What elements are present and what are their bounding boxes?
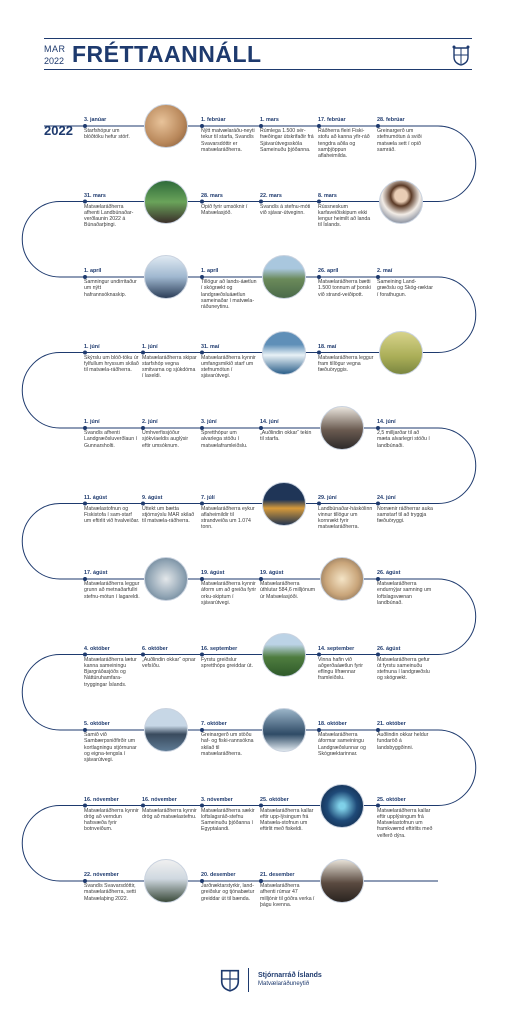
entry-date: 4. október — [84, 645, 110, 652]
entry-date: 25. október — [260, 796, 289, 803]
award-photo — [144, 180, 188, 224]
entry-description: Matvælaráðherra skipar starfshóp vegna smitvarna og sjúkdóma í laxeldi. — [142, 354, 197, 380]
entry-description: Nýtt matvælaráðu-neyti tekur til starfa, Svandís Svavarsdóttir er matvælaráðherra. — [201, 128, 255, 153]
timeline-entry — [318, 268, 374, 298]
timeline-entry — [201, 344, 257, 380]
fish-photo — [144, 557, 188, 601]
entry-description: Matvælaráðherra gefur út fyrstu sameinuðu stefnuna í landgræðslu og skógrækt. — [377, 656, 430, 682]
entry-description: Vinna hafin við aðgerðaáætlun fyrir eflingu lífrænnar framleiðslu. — [318, 656, 363, 682]
entry-description: Matvælaráðherra afhenti rúmar 47 milljónir til góðra verka í þágu kvenna. — [260, 883, 315, 908]
entry-description: Matvælaráðherra leggur grunn að metnaðarfullri stefnu-mótun í lagareldi. — [84, 581, 140, 600]
entry-date: 1. júní — [84, 419, 100, 425]
entry-date: 16. nóvember — [142, 796, 177, 803]
timeline-entry — [201, 797, 257, 833]
timeline-entry — [84, 646, 140, 688]
entry-description: Ráðherra fleiri Fiski-stofu að kanna yfir-ráð tengdra aðila og samþjöppun aflaheimilda. — [318, 128, 370, 160]
entry-date: 14. júní — [377, 419, 396, 425]
entry-description: Matvælaráðherra kynnir drög að verndun hafsvæða fyrir botnveiðum. — [84, 807, 139, 833]
entry-date: 16. september — [201, 645, 238, 652]
group-photo — [320, 406, 364, 450]
entry-description: Matvælaráðherra kallar eftir upp-lýsingum frá Matvæla-stofnun um eftirlit með fiskeldi. — [260, 807, 314, 833]
entry-description: Samningur undirritaður um nýtt hafrannsóknaskip. — [84, 279, 137, 298]
entry-description: Matvælaráðherra kynnir áform um að greiða fyrir orku-skiptum í sjávarútvegi. — [201, 581, 257, 606]
harbor-photo — [262, 482, 306, 526]
entry-date: 18. maí — [318, 343, 337, 350]
timeline-entry — [260, 872, 316, 908]
entry-description: Fyrstu greiðslur spretthóps greiddar út. — [201, 656, 253, 669]
entry-description: Skýrslu um blóð-töku úr fylfullum hryssum skilað til matvæla-ráðherra. — [84, 354, 139, 374]
entry-description: „Auðlindin okkar“ tekin til starfa. — [260, 430, 312, 443]
entry-description: Landbúnaðar-háskólinn vinnur tillögur um kornrækt fyrir matvælaráðherra. — [318, 505, 373, 531]
entry-date: 1. febrúar — [201, 117, 226, 123]
entry-description: Rússneskum karfaveiðiskipum ekki lengur heimilt að landa til Íslands. — [318, 203, 371, 229]
timeline-entry — [201, 117, 257, 153]
entry-date: 31. mars — [84, 192, 106, 199]
entry-description: Jarðræktarstyrkir, land-greiðslur og tjónabætur greiddar út til bænda. — [201, 883, 255, 902]
entry-description: Sameining Land-græðslu og Skóg-ræktar í forathugun. — [377, 279, 433, 298]
timeline-entry — [377, 721, 433, 751]
timeline-entry — [142, 419, 198, 449]
ship-photo — [144, 708, 188, 752]
entry-date: 26. ágúst — [377, 570, 401, 576]
timeline-entry — [377, 268, 433, 298]
entry-description: Matvælaráðherra kallar eftir upplýsingum frá Matvælastofnun um framkvæmd eftirlits með velferð dýra. — [377, 807, 433, 839]
sensor-photo — [320, 784, 364, 828]
timeline-entry — [142, 646, 198, 670]
hair-photo — [144, 104, 188, 148]
entry-description: Matvælaráðherra afhenti Landbúnaðar-verðlaunin 2022 á Búnaðarþingi. — [84, 203, 134, 229]
timeline-entry — [260, 797, 316, 833]
entry-date: 28. mars — [201, 192, 223, 199]
wave-photo — [262, 331, 306, 375]
timeline-entry — [377, 797, 433, 839]
timeline-entry — [84, 495, 140, 525]
entry-date: 17. ágúst — [84, 570, 108, 576]
ceremony-photo — [320, 859, 364, 903]
timeline-entry — [201, 193, 257, 217]
signing-photo — [144, 255, 188, 299]
entry-description: Auðlindin okkar heldur fundaröð á landsbyggðinni. — [377, 732, 429, 751]
entry-description: Matvælaráðherra bætti 1.500 tonnum af þorski við strand-veiðipott. — [318, 279, 371, 298]
entry-date: 17. febrúar — [318, 117, 346, 123]
entry-description: Svandís afhenti Landgræðsluverðlaun í Gunnarsholti. — [84, 430, 138, 449]
timeline-entry — [318, 646, 374, 682]
entry-description: Matvælaráðherra kynnir umfangsmikið starf um stefnumótun í sjávarútvegi. — [201, 354, 256, 380]
footer-org-name: Stjórnarráð Íslands — [258, 972, 322, 979]
timeline-entry — [84, 797, 140, 833]
entry-date: 5. október — [84, 721, 110, 727]
timeline-entry — [142, 495, 198, 525]
timeline-entry — [84, 872, 140, 902]
timeline-entry — [377, 646, 433, 682]
header-month: MAR — [44, 44, 66, 54]
speaker-photo — [144, 859, 188, 903]
timeline-entry — [84, 193, 140, 229]
entry-description: Umhverfissjóður sjókvíaeldis auglýsir eftir umsóknum. — [142, 430, 189, 449]
entry-date: 19. ágúst — [260, 570, 284, 576]
entry-description: Matvælaráðherra endurnýjar samning um loftslagsvænan landbúnað. — [377, 581, 432, 606]
entry-date: 20. desember — [201, 872, 236, 878]
timeline-entry — [201, 268, 257, 310]
entry-date: 19. ágúst — [201, 570, 225, 576]
entry-date: 1. júní — [142, 343, 158, 350]
portrait-photo — [379, 180, 423, 224]
entry-date: 6. október — [142, 645, 168, 652]
timeline-entry — [260, 419, 316, 443]
page-footer — [0, 950, 517, 1024]
footer-separator — [248, 968, 249, 992]
timeline-entry — [318, 193, 374, 229]
timeline-entry — [318, 495, 374, 531]
entry-date: 1. mars — [260, 117, 279, 123]
timeline-entry — [318, 344, 374, 374]
entry-description: Matvælastofnun og Fiskistofa í sam-starf um eftirlit við hvalveiðar. — [84, 505, 140, 525]
entry-date: 14. júní — [260, 419, 279, 425]
entry-date: 22. nóvember — [84, 872, 119, 878]
entry-description: Rúmlega 1.500 sér-fræðingar útskrifaðir frá Sjávarútvegsskóla Sameinuðu þjóðanna. — [260, 128, 314, 153]
entry-description: Greinargerð um stöðu haf- og fiski-rannsókna skilað til matvælaráðherra. — [201, 732, 254, 757]
entry-description: Matvælaráðherra sækir loftslagsráð-stefnu Sameinuðu þjóðanna í Egyptalandi. — [201, 807, 255, 833]
entry-date: 16. nóvember — [84, 796, 119, 803]
entry-date: 21. október — [377, 721, 406, 727]
timeline-entry — [377, 570, 433, 606]
entry-description: Starfshópur um blóðtöku hefur störf. — [84, 128, 130, 141]
timeline-entry — [377, 117, 433, 153]
entry-date: 8. mars — [318, 192, 337, 199]
entry-date: 21. desember — [260, 872, 295, 878]
entry-date: 22. mars — [260, 192, 282, 199]
timeline-entry — [318, 721, 374, 757]
entry-description: Norrænir ráðherrar auka samstarf til að tryggja fæðuöryggi. — [377, 505, 433, 525]
timeline-entry — [84, 344, 140, 374]
timeline-entry — [260, 193, 316, 217]
entry-date: 2. júní — [142, 419, 158, 425]
entry-description: Matvælaráðherra kynnir drög að matvælastefnu. — [142, 807, 197, 820]
year-label: 2022 — [44, 123, 73, 138]
footer-ministry: Matvælaráðuneytið — [258, 981, 310, 987]
entry-date: 7. júlí — [201, 494, 215, 501]
food-photo — [320, 557, 364, 601]
entry-date: 9. ágúst — [142, 494, 163, 501]
entry-date: 25. október — [377, 796, 406, 803]
timeline-entry — [84, 419, 140, 449]
entry-description: Matvælaráðherra áformar sameiningu Landgræðslunnar og Skógræktarinnar. — [318, 732, 366, 757]
timeline-entry — [84, 721, 140, 763]
timeline-entry — [260, 570, 316, 600]
entry-date: 31. maí — [201, 343, 220, 350]
hills-photo — [262, 633, 306, 677]
header-year: 2022 — [44, 56, 65, 66]
whale-photo — [262, 708, 306, 752]
timeline-entry — [201, 570, 257, 606]
entry-description: 2,5 milljarðar til að mæta alvarlegri stöðu í landbúnaði. — [377, 430, 430, 449]
timeline-entry — [260, 117, 316, 153]
entry-description: Matvælaráðherra lætur kanna sameiningu Bjargráðasjóðs og Náttúruhamfara-tryggingar Íslands. — [84, 656, 137, 688]
entry-description: Tillögur að lands-áætlun í skógrækt og landgræðsluáætlun sameinaðar í matvæla-ráðuneytinu. — [201, 279, 257, 311]
entry-date: 26. apríl — [318, 268, 339, 274]
wheat-photo — [379, 331, 423, 375]
entry-date: 2. maí — [377, 268, 393, 274]
timeline-entry — [201, 872, 257, 902]
timeline-entry — [201, 721, 257, 757]
entry-date: 14. september — [318, 645, 355, 652]
entry-description: „Auðlindin okkar“ opnar vefsíðu. — [142, 656, 196, 669]
entry-description: Samið við Sambærpsniðfirðir um kortlagningu stjórnunar og eigna-tengsla í sjávarútvegi. — [84, 732, 137, 764]
footer-crest-icon — [218, 966, 242, 992]
entry-date: 3. nóvember — [201, 796, 233, 803]
entry-date: 26. ágúst — [377, 645, 401, 652]
entry-description: Greinargerð um stefnumótun á sviði matvæla sett í opið samráð. — [377, 128, 422, 153]
timeline-entry — [84, 570, 140, 600]
entry-date: 1. apríl — [201, 268, 219, 274]
entry-description: Spretthópur um alvarlega stöðu í matvælaframleiðslu. — [201, 430, 248, 449]
entry-description: Matvælaráðherra eykur aflaheimildir til strandveiða um 1.074 tonn. — [201, 505, 255, 531]
entry-date: 11. ágúst — [84, 494, 108, 501]
entry-date: 28. febrúar — [377, 117, 405, 123]
entry-date: 1. apríl — [84, 268, 102, 274]
timeline-entry — [84, 268, 140, 298]
entry-description: Matvælaráðherra leggur fram tillögur vegna fæðuöryggis. — [318, 354, 374, 374]
page-title: FRÉTTAANNÁLL — [72, 41, 262, 67]
timeline-entry — [84, 117, 140, 141]
landscape-photo — [262, 255, 306, 299]
timeline-entry — [377, 419, 433, 449]
timeline-entry — [201, 419, 257, 449]
entry-description: Opið fyrir umsóknir í Matvælasjóð. — [201, 203, 248, 216]
entry-date: 3. janúar — [84, 117, 107, 123]
entry-description: Úttekt um bætta stjórnsýslu MAR skilað til matvæla-ráðherra. — [142, 505, 195, 525]
entry-date: 1. júní — [84, 343, 100, 350]
timeline-entry — [201, 495, 257, 531]
timeline-entry — [142, 344, 198, 380]
entry-date: 7. október — [201, 721, 227, 727]
entry-date: 24. júní — [377, 494, 396, 501]
timeline-entry — [142, 797, 198, 821]
entry-description: Matvælaráðherra úthlutar 584,6 milljónum úr Matvælasjóði. — [260, 581, 316, 600]
entry-date: 18. október — [318, 721, 347, 727]
timeline-entry — [201, 646, 257, 670]
entry-description: Svandís Svavarsdóttir, matvælaráðherra, setti Matvælaþing 2022. — [84, 883, 136, 902]
entry-date: 3. júní — [201, 419, 217, 425]
entry-date: 29. júní — [318, 494, 337, 501]
timeline-entry — [377, 495, 433, 525]
timeline-entry — [318, 117, 374, 159]
entry-description: Svandís á stefnu-móti við sjávar-útveginn. — [260, 203, 311, 216]
